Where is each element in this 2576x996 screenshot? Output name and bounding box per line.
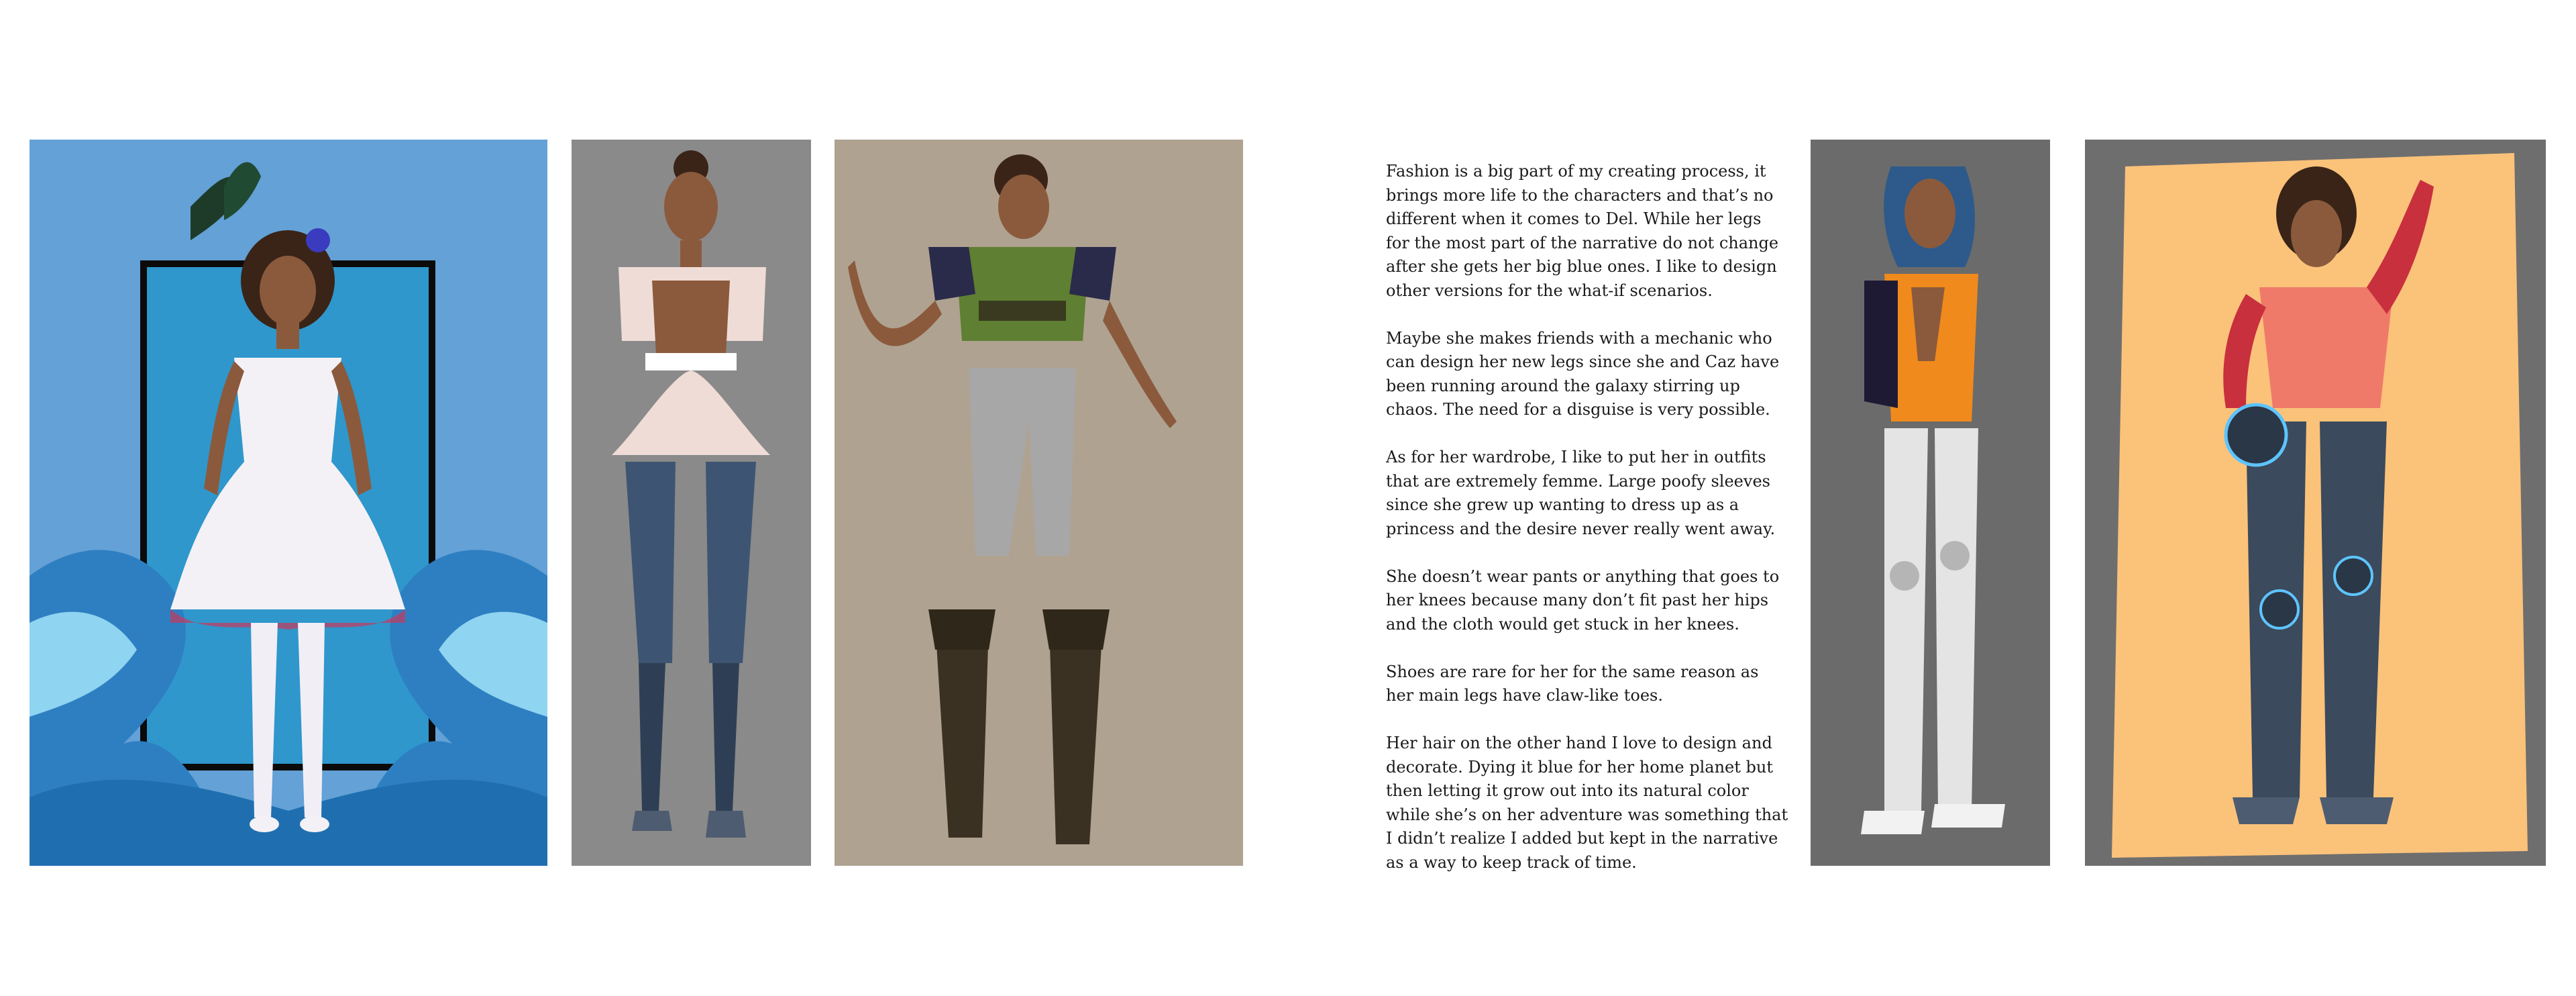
illustration-white-dress-blue-waves bbox=[30, 140, 547, 866]
red-top-figure-art bbox=[2085, 140, 2546, 866]
paragraph-4: She doesn’t wear pants or anything that goes to her knees because many don’t fit past her hips and the cloth would get stuck in her knees. bbox=[1386, 566, 1780, 634]
paragraph-1: Fashion is a big part of my creating process, it brings more life to the characters and that’s no different when it comes to Del. While her legs for the most part of the narrative do not change after she gets her big blue ones. I like to design other versions for the what-if scenarios. bbox=[1386, 162, 1779, 300]
paragraph-5: Shoes are rare for her for the same reason as her main legs have claw-like toes. bbox=[1386, 662, 1759, 705]
pink-top-figure-art bbox=[572, 140, 811, 866]
green-vest-figure-art bbox=[835, 140, 1243, 866]
illustration-green-vest-boots bbox=[835, 140, 1243, 866]
paragraph-6: Her hair on the other hand I love to design and decorate. Dying it blue for her home planet but then letting it grow out into its natural color while she’s on her adventure was something that I didn’t realize I added but kept in the narrative as a way to keep track of time. bbox=[1386, 734, 1788, 872]
fashion-description bbox=[1386, 160, 1788, 899]
paragraph-2: Maybe she makes friends with a mechanic who can design her new legs since she and Caz have been running around the galaxy stirring up chaos. The need for a disguise is very possible. bbox=[1386, 328, 1780, 419]
illustration-orange-top-white-legs bbox=[1811, 140, 2050, 866]
white-dress-figure-art bbox=[30, 140, 547, 866]
orange-top-figure-art bbox=[1811, 140, 2050, 866]
illustration-pink-ruffle-top-robotic-legs bbox=[572, 140, 811, 866]
illustration-red-top-robotic-legs-orange-glow bbox=[2085, 140, 2546, 866]
paragraph-3: As for her wardrobe, I like to put her in outfits that are extremely femme. Large poofy sleeves since she grew up wanting to dress up as a princess and the desire never really went away. bbox=[1386, 448, 1776, 538]
